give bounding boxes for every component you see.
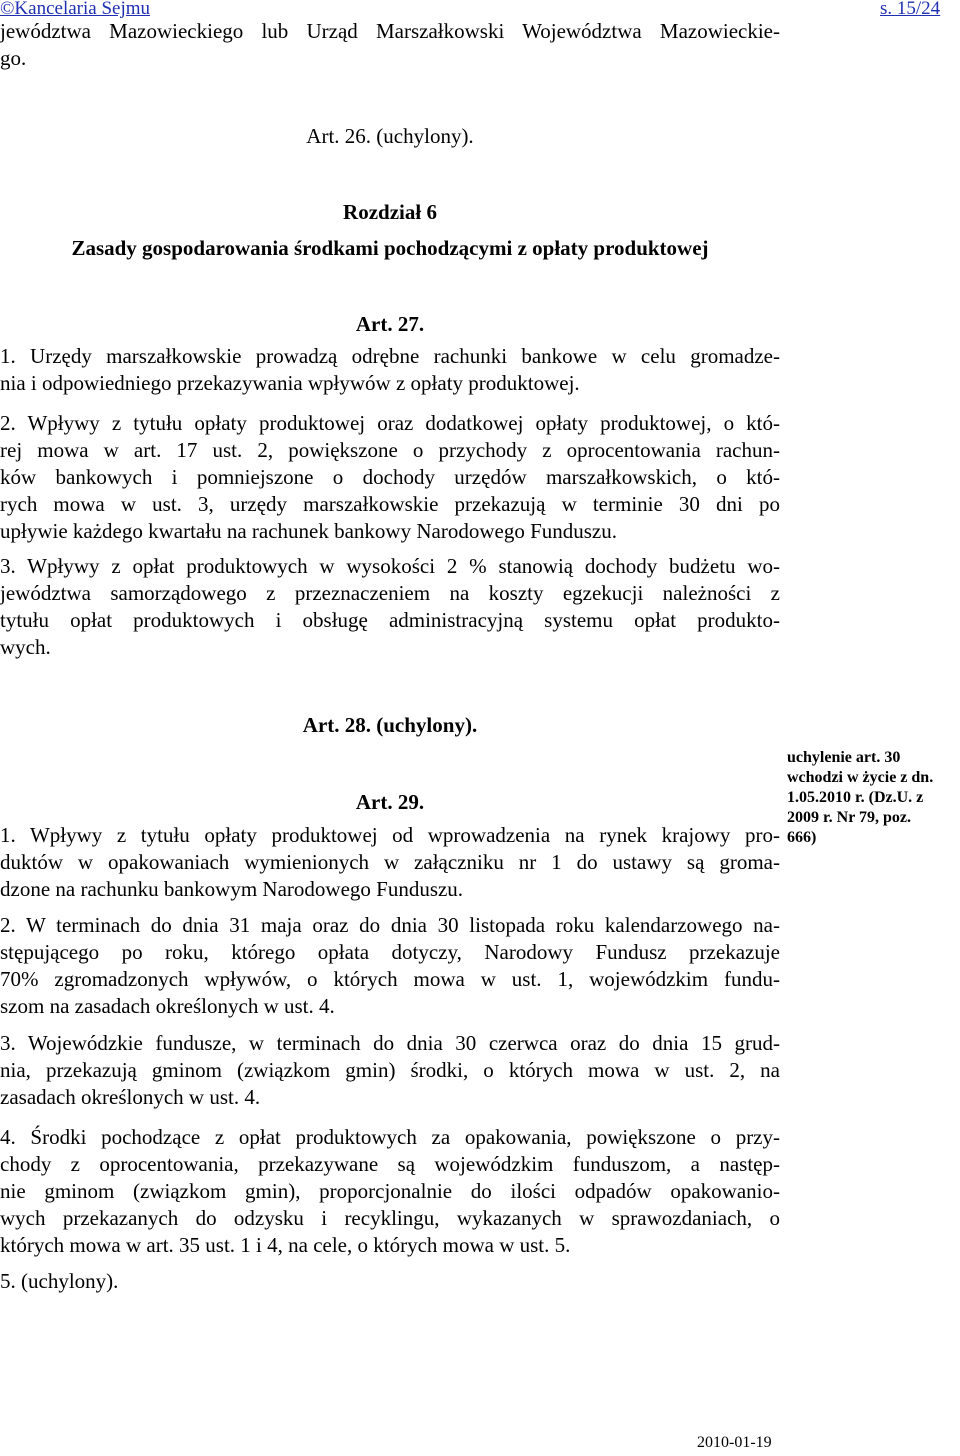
art29-par2 <box>0 912 780 1020</box>
margin-note <box>787 748 960 848</box>
art27-par3 <box>0 553 780 661</box>
note-line: wchodzi w życie z dn. <box>787 769 934 786</box>
text-line: wych. <box>0 635 51 659</box>
text-line: stępującego po roku, którego opłata dotyczy, Narodowy Fundusz przekazuje <box>0 940 780 964</box>
footer-date: 2010-01-19 <box>697 1434 772 1451</box>
note-line: 1.05.2010 r. (Dz.U. z <box>787 789 924 806</box>
text-line: zasadach określonych w ust. 4. <box>0 1085 261 1109</box>
text-line: duktów w opakowaniach wymienionych w załączniku nr 1 do ustawy są groma- <box>0 850 780 874</box>
art29-heading: Art. 29. <box>355 790 425 814</box>
art28-heading <box>0 713 780 737</box>
text-line: których mowa w art. 35 ust. 1 i 4, na cele, o których mowa w ust. 5. <box>0 1233 571 1257</box>
art29-par4 <box>0 1124 780 1259</box>
text-line: jewództwa samorządowego z przeznaczeniem na koszty egzekucji należności z <box>0 581 780 605</box>
text-line: 70% zgromadzonych wpływów, o których mowa w ust. 1, wojewódzkim fundu- <box>0 967 780 991</box>
text-line: 3. Wpływy z opłat produktowych w wysokości 2 % stanowią dochody budżetu wo- <box>0 554 780 578</box>
source-link[interactable]: ©Kancelaria Sejmu <box>0 0 151 19</box>
text-line: 1. Wpływy z tytułu opłaty produktowej od wprowadzenia na rynek krajowy pro- <box>0 823 780 847</box>
text-line: 1. Urzędy marszałkowskie prowadzą odrębne rachunki bankowe w celu gromadze- <box>0 344 780 368</box>
art27-par2 <box>0 410 780 545</box>
text-line: nie gminom (związkom gmin), proporcjonalnie do ilości odpadów opakowanio- <box>0 1179 780 1203</box>
text-line: 4. Środki pochodzące z opłat produktowych za opakowania, powiększone o przy- <box>0 1125 780 1149</box>
note-line: 666) <box>787 829 817 846</box>
text-line: chody z oprocentowania, przekazywane są wojewódzkim funduszom, a następ- <box>0 1152 780 1176</box>
art29-par5 <box>0 1268 780 1295</box>
text-line: nia, przekazują gminom (związkom gmin) środki, o których mowa w ust. 2, na <box>0 1058 780 1082</box>
text-line: 5. (uchylony). <box>0 1269 119 1293</box>
text-line: 2. Wpływy z tytułu opłaty produktowej oraz dodatkowej opłaty produktowej, o któ- <box>0 411 780 435</box>
art27-heading: Art. 27. <box>355 312 425 336</box>
text-line: szom na zasadach określonych w ust. 4. <box>0 994 335 1018</box>
text-line: tytułu opłat produktowych i obsługę administracyjną systemu opłat produkto- <box>0 608 780 632</box>
text-line: jewództwa Mazowieckiego lub Urząd Marszałkowski Województwa Mazowieckie- <box>0 19 780 43</box>
text-line: nia i odpowiedniego przekazywania wpływów z opłaty produktowej. <box>0 371 580 395</box>
text-line: go. <box>0 46 27 70</box>
note-line: uchylenie art. 30 <box>787 749 901 766</box>
chapter-number: Rozdział 6 <box>343 200 437 224</box>
text-line: upływie każdego kwartału na rachunek bankowy Narodowego Funduszu. <box>0 519 617 543</box>
note-line: 2009 r. Nr 79, poz. <box>787 809 911 826</box>
text-line: 3. Wojewódzkie fundusze, w terminach do dnia 30 czerwca oraz do dnia 15 grud- <box>0 1031 780 1055</box>
text-line: wych przekazanych do odzysku i recyklingu, wykazanych w sprawozdaniach, o <box>0 1206 780 1230</box>
text-line: dzone na rachunku bankowym Narodowego Funduszu. <box>0 877 464 901</box>
text-line: rej mowa w art. 17 ust. 2, powiększone o przychody z oprocentowania rachun- <box>0 438 780 462</box>
art29-par3 <box>0 1030 780 1111</box>
art29-par1 <box>0 822 780 903</box>
art26-heading: Art. 26. (uchylony). <box>306 124 474 148</box>
text-line: 2. W terminach do dnia 31 maja oraz do dnia 30 listopada roku kalendarzowego na- <box>0 913 780 937</box>
page-number[interactable]: s. 15/24 <box>880 0 941 19</box>
text-line: rych mowa w ust. 3, urzędy marszałkowskie przekazują w terminie 30 dni po <box>0 492 780 516</box>
chapter-title: Zasady gospodarowania środkami pochodzącymi z opłaty produktowej <box>71 236 709 260</box>
art28-label: Art. 28. (uchylony). <box>302 713 478 737</box>
intro-paragraph <box>0 18 780 72</box>
art27-par1 <box>0 343 780 397</box>
text-line: ków bankowych i pomniejszone o dochody urzędów marszałkowskich, o któ- <box>0 465 780 489</box>
